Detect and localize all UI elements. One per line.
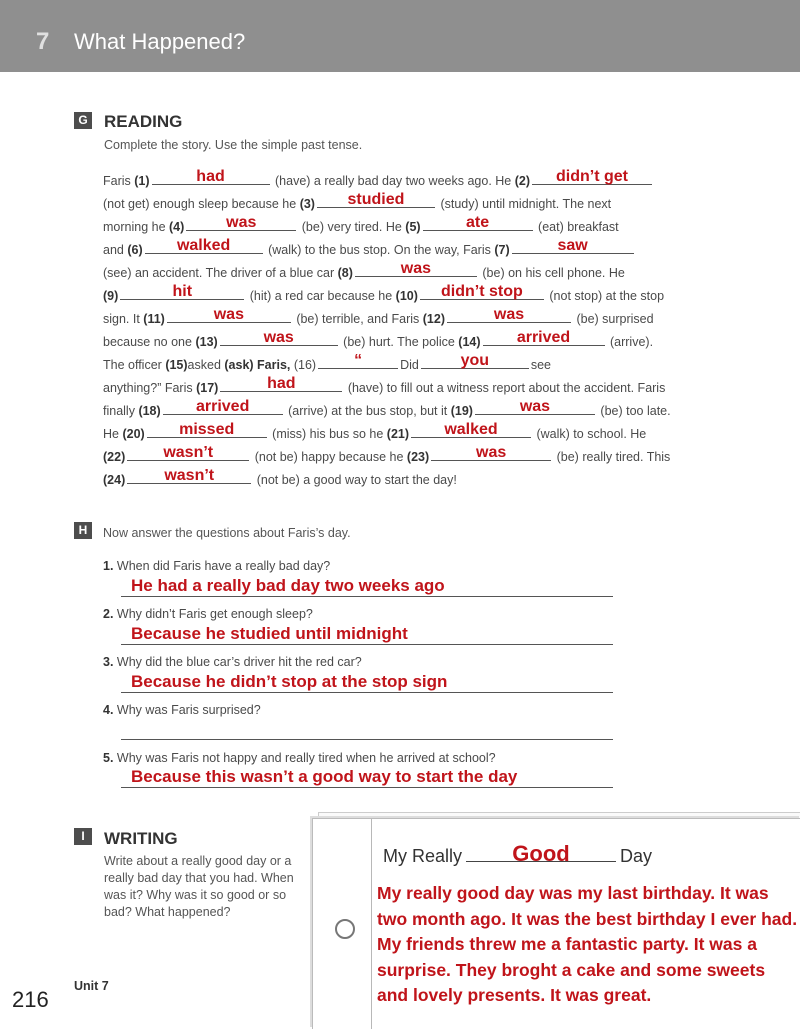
question-5: 5. Why was Faris not happy and really tired when he arrived at school? xyxy=(103,751,496,765)
question-4: 4. Why was Faris surprised? xyxy=(103,703,261,717)
answer-blank[interactable]: studied xyxy=(317,193,435,208)
story-line: (9) hit (hit) a red car because he (10) didn’t stop (not stop) at the stop xyxy=(103,283,665,303)
answer-blank[interactable]: was xyxy=(167,308,291,323)
answer-blank[interactable]: had xyxy=(152,170,270,185)
story-line: because no one (13) was (be) hurt. The police (14) arrived (arrive). xyxy=(103,329,654,349)
notebook-margin-line xyxy=(371,819,372,1029)
answer-blank[interactable]: missed xyxy=(147,423,267,438)
unit-label: Unit 7 xyxy=(74,979,109,993)
answer-blank[interactable]: was xyxy=(447,308,571,323)
answer-blank[interactable]: was xyxy=(355,262,477,277)
answer-blank[interactable]: “ xyxy=(318,354,398,369)
answer-blank[interactable]: didn’t get xyxy=(532,170,652,185)
question-1: 1. When did Faris have a really bad day? xyxy=(103,559,331,573)
reading-instruction: Complete the story. Use the simple past tense. xyxy=(104,138,363,152)
answer-blank[interactable]: ate xyxy=(423,216,533,231)
answer-blank[interactable]: was xyxy=(431,446,551,461)
answer-line-1[interactable]: He had a really bad day two weeks ago xyxy=(121,574,613,597)
reading-heading: READING xyxy=(104,112,183,131)
story-line: sign. It (11) was (be) terrible, and Faris (12) was (be) surprised xyxy=(103,306,654,326)
answer-blank[interactable]: was xyxy=(186,216,296,231)
page-title: What Happened? xyxy=(74,29,246,54)
story-line: morning he (4) was (be) very tired. He (5) ate (eat) breakfast xyxy=(103,214,619,234)
notebook-page xyxy=(312,818,800,1029)
notebook-title: My Really Good Day xyxy=(383,841,653,866)
answer-blank[interactable]: arrived xyxy=(163,400,283,415)
binder-hole-icon xyxy=(335,919,355,939)
story-line: (22) wasn’t (not be) happy because he (23) was (be) really tired. This xyxy=(103,444,671,464)
unit-number: 7 xyxy=(36,28,50,55)
answer-line-4[interactable] xyxy=(121,717,613,740)
story-line: (not get) enough sleep because he (3) studied (study) until midnight. The next xyxy=(103,191,612,211)
section-h-badge: H xyxy=(74,522,92,539)
answer-blank[interactable]: arrived xyxy=(483,331,605,346)
section-g-badge: G xyxy=(74,112,92,129)
story-line: He (20) missed (miss) his bus so he (21) walked (walk) to school. He xyxy=(103,421,647,441)
answer-line-5[interactable]: Because this wasn’t a good way to start the day xyxy=(121,765,613,788)
questions-instruction: Now answer the questions about Faris’s day. xyxy=(103,526,351,540)
answer-blank[interactable]: you xyxy=(421,354,529,369)
story-line: finally (18) arrived (arrive) at the bus stop, but it (19) was (be) too late. xyxy=(103,398,671,418)
writing-heading: WRITING xyxy=(104,829,178,848)
question-3: 3. Why did the blue car’s driver hit the red car? xyxy=(103,655,362,669)
answer-blank[interactable]: walked xyxy=(145,239,263,254)
answer-blank[interactable]: had xyxy=(220,377,342,392)
story-line: (24) wasn’t (not be) a good way to start the day! xyxy=(103,467,457,487)
question-2: 2. Why didn’t Faris get enough sleep? xyxy=(103,607,313,621)
page-header xyxy=(0,0,800,72)
answer-blank[interactable]: walked xyxy=(411,423,531,438)
answer-blank[interactable]: was xyxy=(475,400,595,415)
answer-blank[interactable]: wasn’t xyxy=(127,469,251,484)
story-line: The officer (15)asked (ask) Faris, (16) “ Did you see xyxy=(103,352,552,372)
section-i-badge: I xyxy=(74,828,92,845)
answer-blank[interactable]: didn’t stop xyxy=(420,285,544,300)
answer-line-3[interactable]: Because he didn’t stop at the stop sign xyxy=(121,670,613,693)
answer-blank[interactable]: hit xyxy=(120,285,244,300)
notebook-title-blank[interactable]: Good xyxy=(466,845,616,862)
answer-blank[interactable]: wasn’t xyxy=(127,446,249,461)
writing-answer-text[interactable]: My really good day was my last birthday. It was two month ago. It was the best birthday I ever had. My friends threw me a fantastic party. It was a surprise. They broght a cake and some sweets and lovely presents. It was great. xyxy=(377,883,798,1005)
writing-instruction: Write about a really good day or a really bad day that you had. When was it? Why was it so good or so bad? What happened? xyxy=(104,854,294,919)
story-line: and (6) walked (walk) to the bus stop. On the way, Faris (7) saw xyxy=(103,239,636,259)
story-line: anything?” Faris (17) had (have) to fill out a witness report about the accident. Faris xyxy=(103,375,666,395)
page-number: 216 xyxy=(12,987,49,1012)
answer-blank[interactable]: was xyxy=(220,331,338,346)
story-line: Faris (1) had (have) a really bad day two weeks ago. He (2) didn’t get xyxy=(103,170,654,190)
answer-line-2[interactable]: Because he studied until midnight xyxy=(121,622,613,645)
answer-blank[interactable]: saw xyxy=(512,239,634,254)
story-line: (see) an accident. The driver of a blue car (8) was (be) on his cell phone. He xyxy=(103,260,625,280)
